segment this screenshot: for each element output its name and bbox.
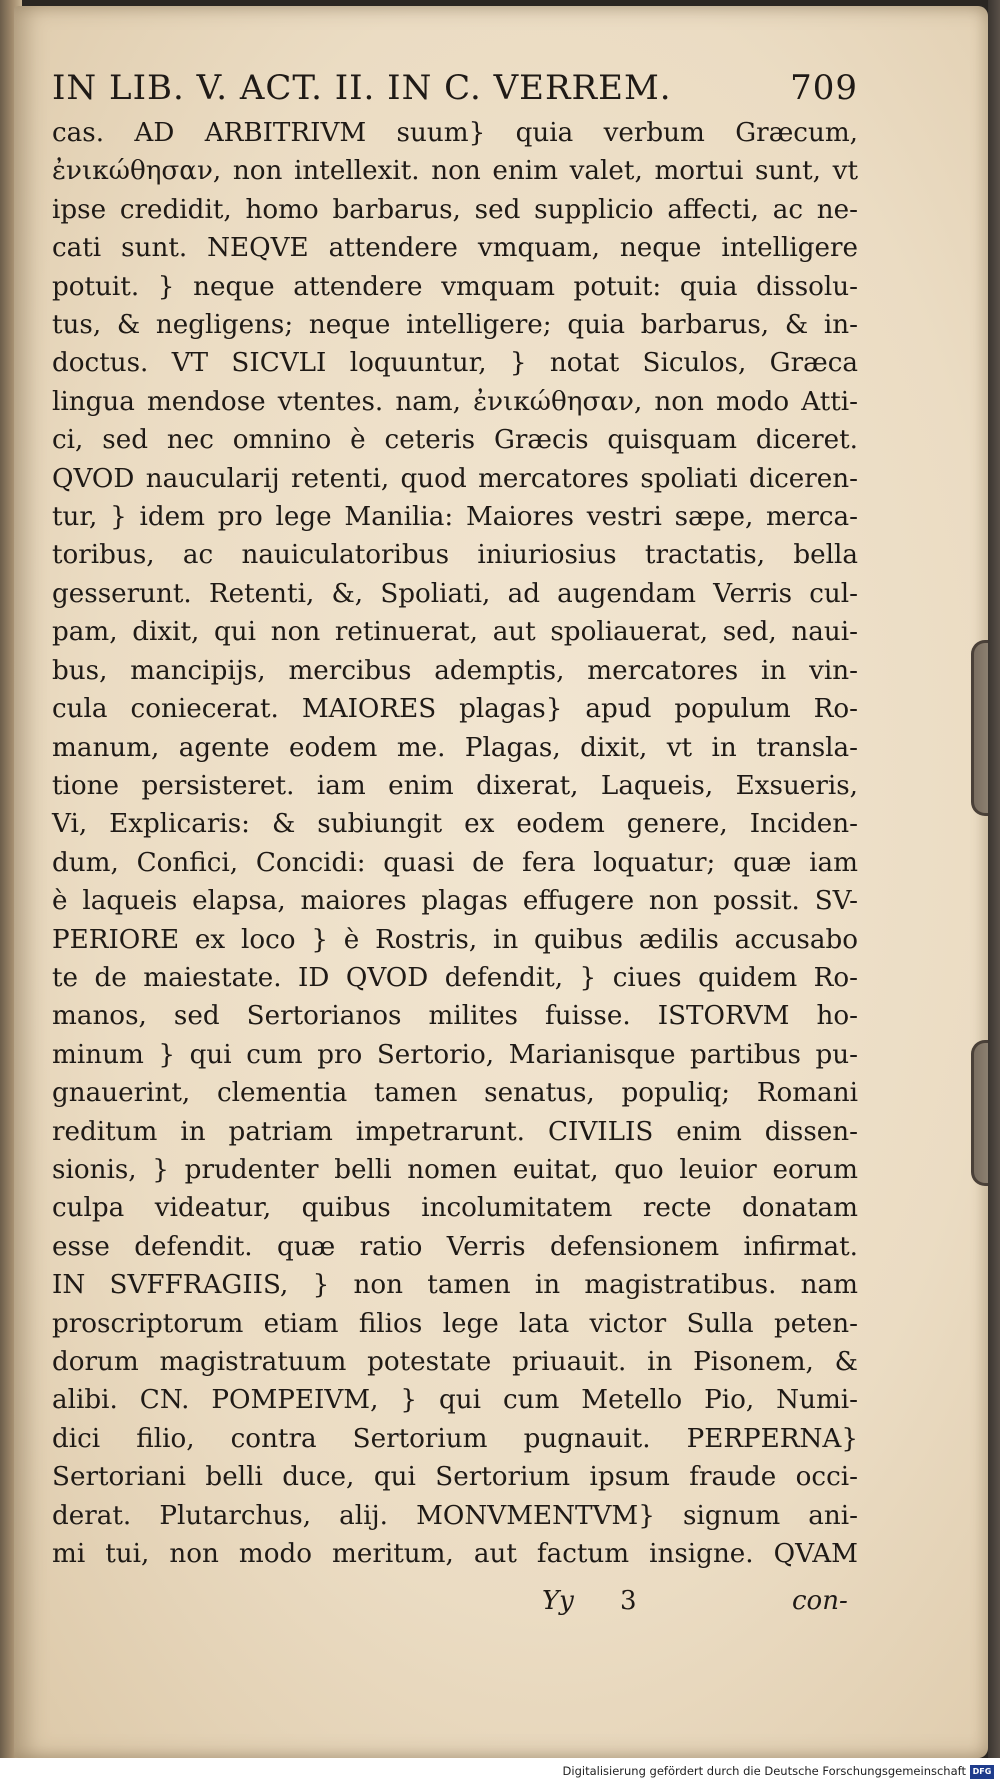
text-line: Sertoriani belli duce, qui Sertorium ipsum fraude occi- bbox=[52, 1462, 858, 1493]
signature-mark: Yy bbox=[542, 1586, 574, 1616]
text-line: proscriptorum etiam filios lege lata victor Sulla peten- bbox=[52, 1308, 858, 1339]
body-text bbox=[52, 114, 858, 1573]
text-line: gnauerint, clementia tamen senatus, populiq; Romani bbox=[52, 1078, 858, 1109]
text-line: cas. AD ARBITRIVM suum} quia verbum Græcum, bbox=[52, 118, 858, 148]
signature-number: 3 bbox=[620, 1586, 637, 1616]
text-line: cula coniecerat. MAIORES plagas} apud populum Ro- bbox=[52, 694, 858, 725]
text-line: manum, agente eodem me. Plagas, dixit, vt in transla- bbox=[52, 732, 858, 763]
text-line: reditum in patriam impetrarunt. CIVILIS enim dissen- bbox=[52, 1116, 858, 1147]
text-line: mi tui, non modo meritum, aut factum insigne. QVAM bbox=[52, 1539, 858, 1570]
text-line: ci, sed nec omnino è ceteris Græcis quisquam diceret. bbox=[52, 425, 858, 456]
text-line: sionis, } prudenter belli nomen euitat, quo leuior eorum bbox=[52, 1154, 858, 1185]
text-line: derat. Plutarchus, alij. MONVMENTVM} signum ani- bbox=[52, 1500, 858, 1531]
text-line: dum, Confici, Concidi: quasi de fera loquatur; quæ iam bbox=[52, 847, 858, 878]
text-line: ἐνικώθησαν, non intellexit. non enim valet, mortui sunt, vt bbox=[52, 156, 858, 187]
dfg-logo: DFG bbox=[970, 1765, 994, 1779]
text-line: Vi, Explicaris: & subiungit ex eodem genere, Inciden- bbox=[52, 809, 858, 840]
text-line: minum } qui cum pro Sertorio, Marianisque partibus pu- bbox=[52, 1039, 858, 1070]
text-line: tur, } idem pro lege Manilia: Maiores vestri sæpe, merca- bbox=[52, 502, 858, 533]
text-line: culpa videatur, quibus incolumitatem recte donatam bbox=[52, 1193, 858, 1224]
text-line: è laqueis elapsa, maiores plagas effugere non possit. SV- bbox=[52, 886, 858, 917]
text-line: potuit. } neque attendere vmquam potuit: quia dissolu- bbox=[52, 271, 858, 302]
text-line: esse defendit. quæ ratio Verris defensionem infirmat. bbox=[52, 1231, 858, 1262]
text-line: IN SVFFRAGIIS, } non tamen in magistratibus. nam bbox=[52, 1270, 858, 1301]
running-head bbox=[52, 68, 858, 108]
text-line: toribus, ac nauiculatoribus iniuriosius tractatis, bella bbox=[52, 540, 858, 571]
text-line: QVOD naucularij retenti, quod mercatores spoliati diceren- bbox=[52, 463, 858, 494]
text-line: dorum magistratuum potestate priuauit. in Pisonem, & bbox=[52, 1347, 858, 1377]
book-cover-edge bbox=[988, 0, 1000, 1784]
text-line: bus, mancipijs, mercibus ademptis, mercatores in vin- bbox=[52, 655, 858, 686]
text-line: cati sunt. NEQVE attendere vmquam, neque intelligere bbox=[52, 233, 858, 264]
text-block bbox=[52, 68, 858, 1573]
text-line: pam, dixit, qui non retinuerat, aut spoliauerat, sed, naui- bbox=[52, 617, 858, 648]
text-line: doctus. VT SICVLI loquuntur, } notat Siculos, Græca bbox=[52, 348, 858, 379]
text-line: gesserunt. Retenti, &, Spoliati, ad augendam Verris cul- bbox=[52, 578, 858, 609]
text-line: te de maiestate. ID QVOD defendit, } ciues quidem Ro- bbox=[52, 962, 858, 993]
credit-bar bbox=[0, 1758, 1000, 1784]
text-line: dici filio, contra Sertorium pugnauit. PERPERNA} bbox=[52, 1423, 858, 1454]
text-line: lingua mendose vtentes. nam, ἐνικώθησαν, non modo Atti- bbox=[52, 386, 858, 417]
text-line: alibi. CN. POMPEIVM, } qui cum Metello Pio, Numi- bbox=[52, 1385, 858, 1416]
page-number: 709 bbox=[790, 68, 858, 108]
text-line: PERIORE ex loco } è Rostris, in quibus ædilis accusabo bbox=[52, 924, 858, 955]
text-line: tione persisteret. iam enim dixerat, Laqueis, Exsueris, bbox=[52, 770, 858, 801]
running-head-title: IN LIB. V. ACT. II. IN C. VERREM. bbox=[52, 68, 672, 108]
text-line: ipse credidit, homo barbarus, sed supplicio affecti, ac ne- bbox=[52, 194, 858, 225]
text-line: tus, & negligens; neque intelligere; quia barbarus, & in- bbox=[52, 310, 858, 341]
text-line: manos, sed Sertorianos milites fuisse. ISTORVM ho- bbox=[52, 1001, 858, 1032]
catchword: con- bbox=[792, 1586, 848, 1616]
book-page bbox=[14, 6, 988, 1758]
digitization-credit: Digitalisierung gefördert durch die Deutsche Forschungsgemeinschaft bbox=[562, 1764, 966, 1778]
